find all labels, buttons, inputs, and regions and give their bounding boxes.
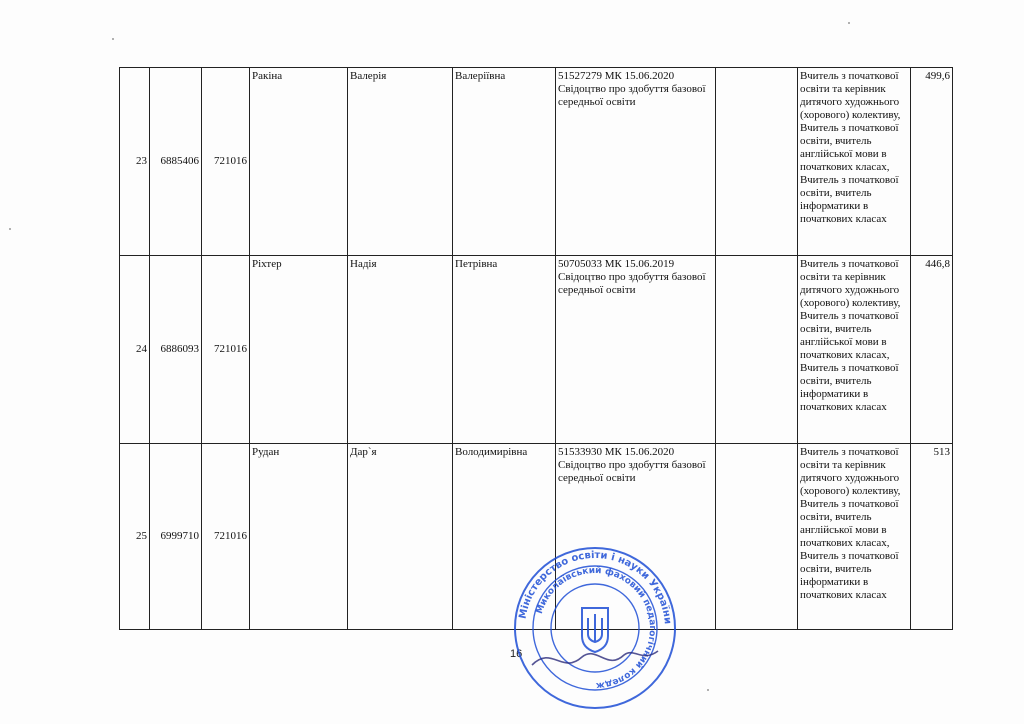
scan-speck (9, 228, 11, 230)
document-cell: 51533930 МК 15.06.2020 Свідоцтво про здобуття базової середньої освіти (556, 443, 716, 629)
program-code-cell: 721016 (202, 256, 250, 443)
specialty-cell: Вчитель з початкової освіти та керівник дитячого художнього (хорового) колективу, Вчитель з початкової освіти, вчитель англійської мови в початкових класах, Вчитель з початкової освіти, вчитель інформатики в початкових класах (798, 68, 911, 256)
surname-cell: Ріхтер (250, 256, 348, 443)
row-number-cell: 23 (120, 68, 150, 256)
blank-cell (716, 256, 798, 443)
table-row (120, 256, 953, 443)
program-code-cell: 721016 (202, 443, 250, 629)
applicant-id-cell: 6885406 (150, 68, 202, 256)
score-cell: 446,8 (911, 256, 953, 443)
first-name-cell: Дар`я (348, 443, 453, 629)
stamp-outer-text: Міністерство освіти і науки України (517, 549, 673, 625)
row-number-cell: 25 (120, 443, 150, 629)
blank-cell (716, 68, 798, 256)
trident-emblem-icon (582, 608, 608, 652)
scan-speck (112, 38, 114, 40)
blank-cell (716, 443, 798, 629)
document-cell: 51527279 МК 15.06.2020 Свідоцтво про здобуття базової середньої освіти (556, 68, 716, 256)
applicant-id-cell: 6886093 (150, 256, 202, 443)
patronymic-cell: Валеріївна (453, 68, 556, 256)
page-number: 16 (510, 648, 523, 660)
applicant-id-cell: 6999710 (150, 443, 202, 629)
score-cell: 499,6 (911, 68, 953, 256)
surname-cell: Ракіна (250, 68, 348, 256)
first-name-cell: Надія (348, 256, 453, 443)
first-name-cell: Валерія (348, 68, 453, 256)
program-code-cell: 721016 (202, 68, 250, 256)
surname-cell: Рудан (250, 443, 348, 629)
patronymic-cell: Петрівна (453, 256, 556, 443)
row-number-cell: 24 (120, 256, 150, 443)
scan-speck (848, 22, 850, 24)
document-cell: 50705033 МК 15.06.2019 Свідоцтво про здобуття базової середньої освіти (556, 256, 716, 443)
specialty-cell: Вчитель з початкової освіти та керівник дитячого художнього (хорового) колективу, Вчитель з початкової освіти, вчитель англійської мови в початкових класах, Вчитель з початкової освіти, вчитель інформатики в початкових класах (798, 256, 911, 443)
stamp-inner-text: Миколаївський фаховий педагогічний коледж (534, 565, 658, 691)
table-row (120, 68, 953, 256)
score-cell: 513 (911, 443, 953, 629)
scan-speck (707, 689, 709, 691)
official-stamp-seal (512, 545, 678, 711)
patronymic-cell: Володимирівна (453, 443, 556, 629)
specialty-cell: Вчитель з початкової освіти та керівник дитячого художнього (хорового) колективу, Вчитель з початкової освіти, вчитель англійської мови в початкових класах, Вчитель з початкової освіти, вчитель інформатики в початкових класах (798, 443, 911, 629)
